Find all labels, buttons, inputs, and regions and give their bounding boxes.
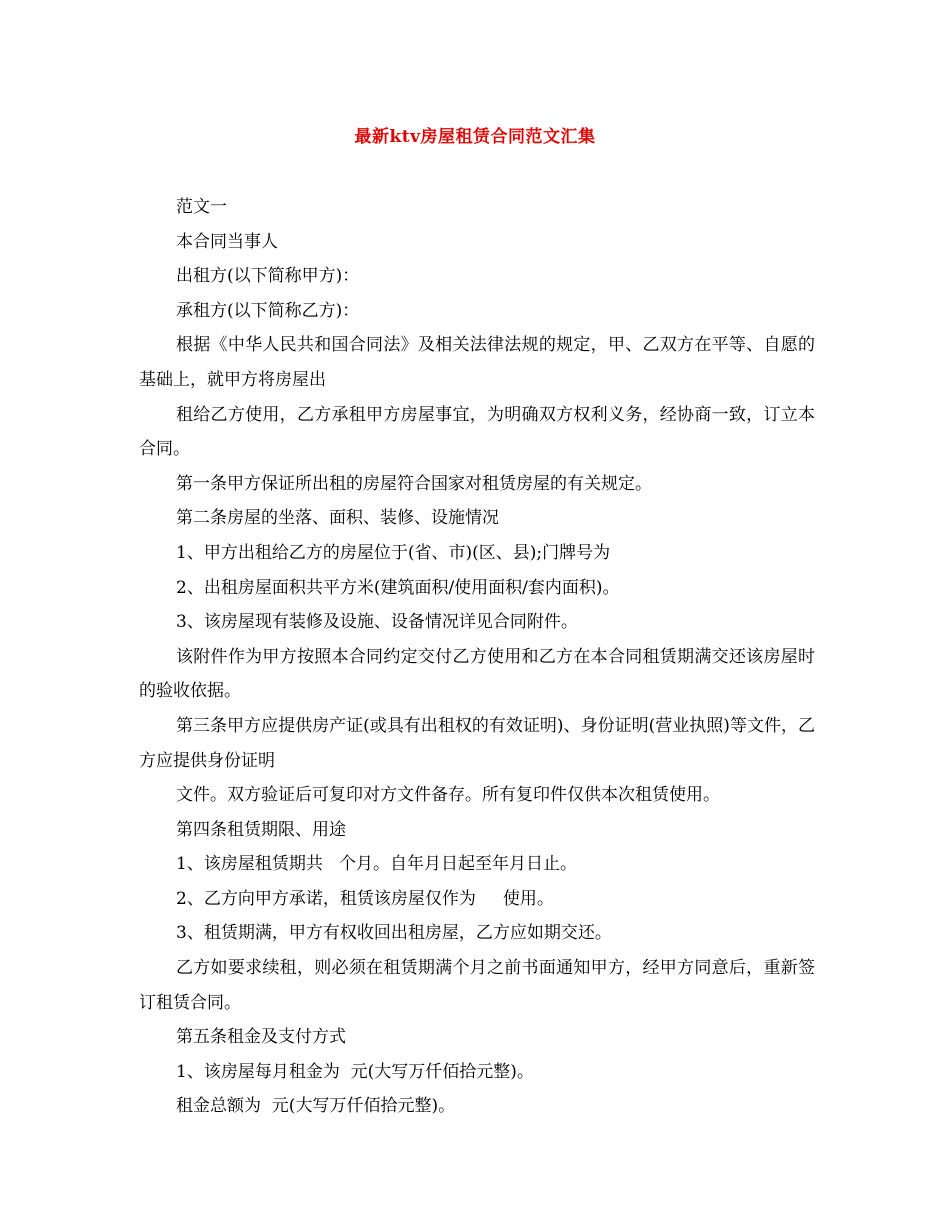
paragraph-sample-label: 范文一 bbox=[176, 197, 227, 217]
document-title: 最新ktv房屋租赁合同范文汇集 bbox=[354, 127, 596, 147]
paragraph-article-3-cont: 文件。双方验证后可复印对方文件备存。所有复印件仅供本次租赁使用。 bbox=[176, 785, 720, 806]
paragraph-lessor: 出租方(以下简称甲方)： bbox=[176, 266, 360, 287]
paragraph-article-2: 第二条房屋的坐落、面积、装修、设施情况 bbox=[176, 508, 499, 529]
paragraph-article-4-item-2: 2、乙方向甲方承诺，租赁该房屋仅作为 使用。 bbox=[176, 888, 554, 909]
paragraph-renewal: 乙方如要求续租，则必须在租赁期满个月之前书面通知甲方，经甲方同意后，重新签订租赁合同。 bbox=[139, 958, 815, 1013]
paragraph-attachment-note: 该附件作为甲方按照本合同约定交付乙方使用和乙方在本合同租赁期满交还该房屋时的验收依据。 bbox=[139, 646, 815, 702]
paragraph-article-4: 第四条租赁期限、用途 bbox=[176, 819, 346, 840]
paragraph-article-4-item-1: 1、该房屋租赁期共 个月。自年月日起至年月日止。 bbox=[176, 854, 578, 875]
paragraph-preamble: 根据《中华人民共和国合同法》及相关法律法规的规定，甲、乙双方在平等、自愿的基础上，就甲方将房屋出 bbox=[139, 335, 815, 390]
paragraph-total-rent: 租金总额为 元(大写万仟佰拾元整)。 bbox=[176, 1096, 456, 1117]
paragraph-article-4-item-3: 3、租赁期满，甲方有权收回出租房屋，乙方应如期交还。 bbox=[176, 923, 612, 944]
paragraph-lessee: 承租方(以下简称乙方)： bbox=[176, 300, 360, 321]
paragraph-article-2-item-2: 2、出租房屋面积共平方米(建筑面积/使用面积/套内面积)。 bbox=[176, 577, 620, 598]
paragraph-article-2-item-3: 3、该房屋现有装修及设施、设备情况详见合同附件。 bbox=[176, 612, 578, 633]
paragraph-article-5: 第五条租金及支付方式 bbox=[176, 1027, 346, 1048]
paragraph-article-3: 第三条甲方应提供房产证(或具有出租权的有效证明)、身份证明(营业执照)等文件，乙方应提供身份证明 bbox=[139, 715, 815, 771]
paragraph-article-2-item-1: 1、甲方出租给乙方的房屋位于(省、市)(区、县);门牌号为 bbox=[176, 542, 611, 563]
document-body bbox=[139, 190, 815, 1124]
paragraph-article-1: 第一条甲方保证所出租的房屋符合国家对租赁房屋的有关规定。 bbox=[176, 473, 652, 494]
paragraph-article-5-item-1: 1、该房屋每月租金为 元(大写万仟佰拾元整)。 bbox=[176, 1061, 534, 1082]
paragraph-preamble-cont: 租给乙方使用，乙方承租甲方房屋事宜，为明确双方权利义务，经协商一致，订立本合同。 bbox=[139, 404, 815, 460]
paragraph-parties-heading: 本合同当事人 bbox=[176, 231, 278, 252]
